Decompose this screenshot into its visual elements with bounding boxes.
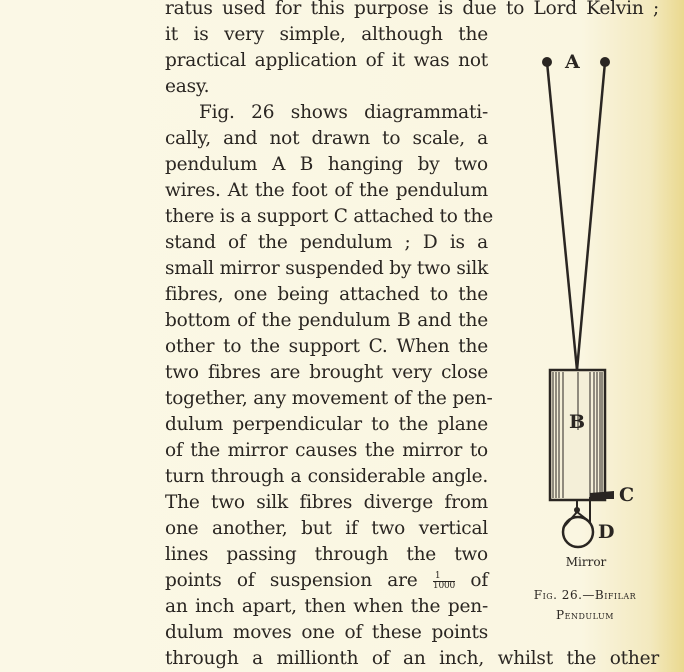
text-line: an inch apart, then when the pen- <box>165 596 488 617</box>
text-line: together, any movement of the pen- <box>165 388 493 409</box>
text-line: The two silk fibres diverge from <box>165 492 488 513</box>
text-line: bottom of the pendulum B and the <box>165 310 488 331</box>
text-line: practical application of it was not <box>165 50 488 71</box>
text-line: ratus used for this purpose is due to Lord Kelvin ; <box>165 0 659 19</box>
text-line: two fibres are brought very close <box>165 362 488 383</box>
text-line: small mirror suspended by two silk <box>165 258 489 279</box>
text-line: wires. At the foot of the pendulum <box>165 180 488 201</box>
suspension-point-left <box>542 57 552 67</box>
text-line: easy. <box>165 76 210 97</box>
text-line: lines passing through the two <box>165 544 488 565</box>
text-line: it is very simple, although the <box>165 24 488 45</box>
fraction-denominator: 1000 <box>432 580 456 591</box>
label-c: C <box>619 484 635 506</box>
text-line: pendulum A B hanging by two <box>165 154 488 175</box>
fibre-knot <box>574 507 580 513</box>
text-line: there is a support C attached to the <box>165 206 494 227</box>
text-line: dulum perpendicular to the plane <box>165 414 488 435</box>
label-b: B <box>569 411 586 433</box>
text-line: cally, and not drawn to scale, a <box>165 128 488 149</box>
wire-left <box>547 62 577 370</box>
text-line: fibres, one being attached to the <box>165 284 488 305</box>
fraction-line-before: points of suspension are <box>165 570 418 591</box>
text-line: other to the support C. When the <box>165 336 488 357</box>
fraction-line-after: of <box>470 570 488 591</box>
mirror-d <box>563 517 593 547</box>
text-line: Fig. 26 shows diagrammati- <box>199 102 488 123</box>
fraction-numerator: 1 <box>433 572 455 582</box>
text-line: dulum moves one of these points <box>165 622 488 643</box>
text-line: turn through a considerable angle. <box>165 466 488 487</box>
mirror-label: Mirror <box>565 555 607 569</box>
label-d: D <box>598 521 615 543</box>
suspension-point-right <box>600 57 610 67</box>
label-a: A <box>565 51 580 73</box>
figure-caption-line2: Pendulum <box>556 608 614 622</box>
figure-caption-line1: Fig. 26.—Bifilar <box>533 588 637 602</box>
text-line: stand of the pendulum ; D is a <box>165 232 488 253</box>
wire-right <box>577 62 605 370</box>
text-line: of the mirror causes the mirror to <box>165 440 488 461</box>
text-line: one another, but if two vertical <box>165 518 488 539</box>
text-line: through a millionth of an inch, whilst the other <box>165 648 659 669</box>
